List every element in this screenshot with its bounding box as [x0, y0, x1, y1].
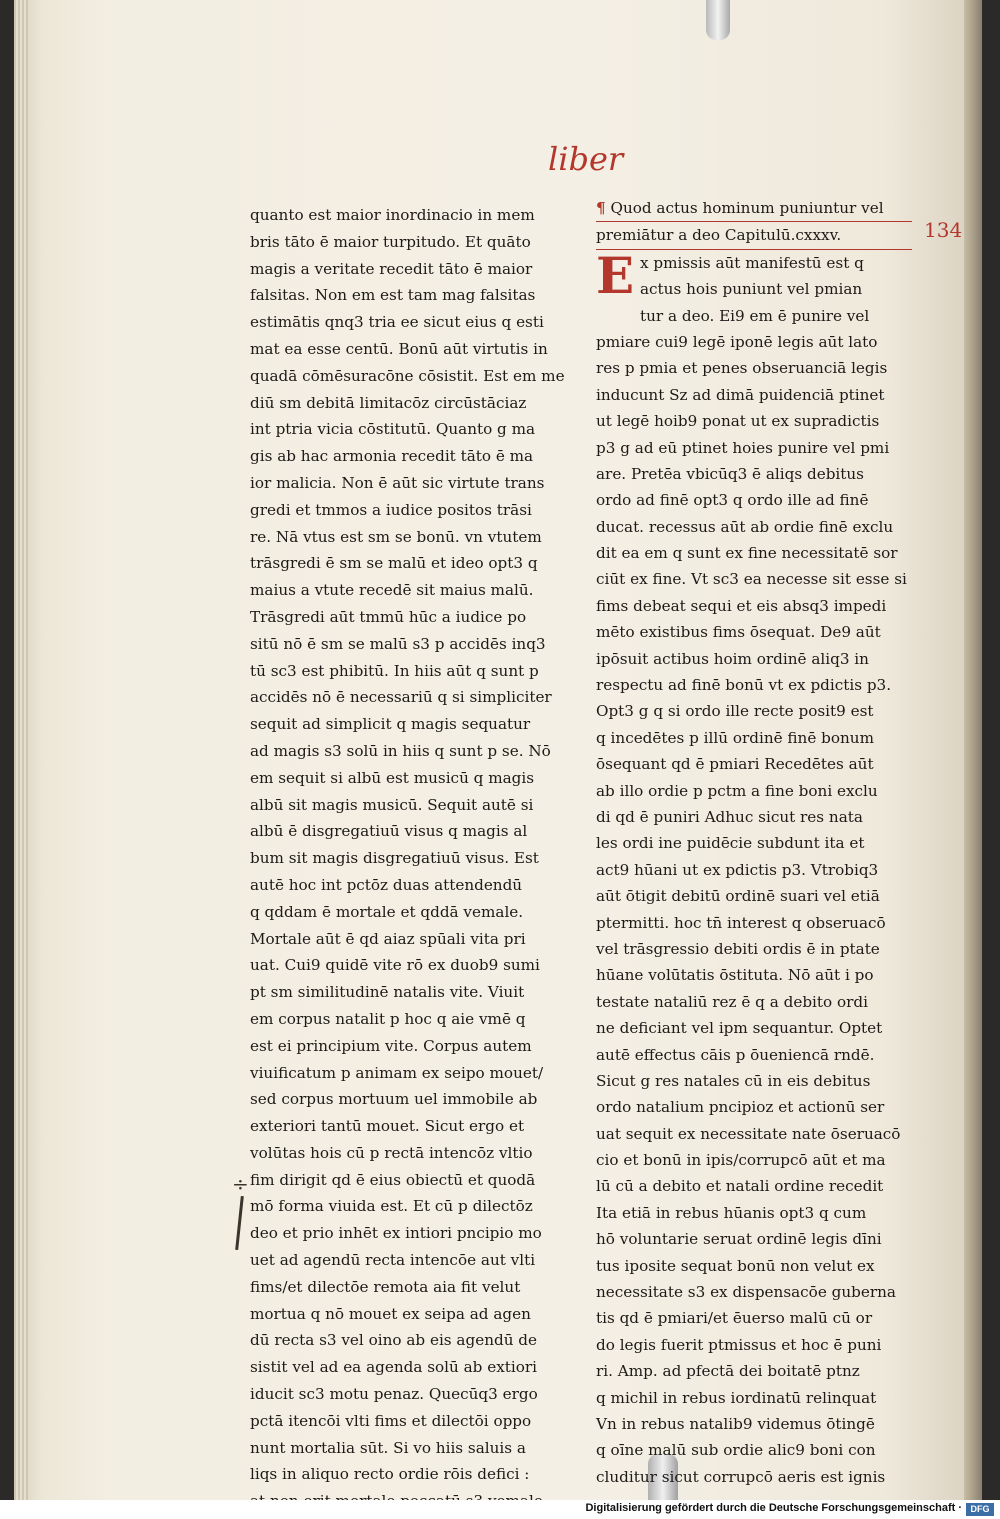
funding-credit: Digitalisierung gefördert durch die Deutsche Forschungsgemeinschaft · [585, 1502, 962, 1514]
text-line: em corpus natalit p hoc q aie vmē q [250, 1009, 526, 1028]
text-line: testate nataliū rez ē q a debito ordi [596, 992, 868, 1011]
text-line: Trāsgredi aūt tmmū hūc a iudice po [250, 607, 527, 626]
text-line: ior malicia. Non ē aūt sic virtute trans [250, 473, 545, 492]
text-line: di qd ē puniri Adhuc sicut res nata [596, 807, 863, 826]
text-line: re. Nā vtus est sm se bonū. vn vtutem [250, 527, 542, 546]
text-line: deo et prio inhēt ex intiori pncipio mo [250, 1224, 542, 1243]
text-line: autē effectus cāis p ōueniencā rndē. [596, 1045, 875, 1064]
text-line: fims/et dilectōe remota aia fit velut [250, 1277, 521, 1296]
text-line: Opt3 g q si ordo ille recte posit9 est [596, 702, 874, 721]
text-line: quadā cōmēsuracōne cōsistit. Est em me [250, 366, 565, 385]
text-line: iducit sc3 motu penaz. Quecūq3 ergo [250, 1385, 538, 1404]
text-line: maius a vtute recedē sit maius malū. [250, 581, 534, 600]
text-line: autē hoc int pctōz duas attendendū [250, 875, 523, 894]
page-stack-edge [14, 0, 28, 1500]
right-text-column [596, 195, 912, 1490]
text-line: res p pmia et penes obseruanciā legis [596, 359, 888, 378]
text-line: actus hois puniunt vel pmian [640, 280, 863, 299]
text-line: pmiare cui9 legē iponē legis aūt lato [596, 332, 878, 351]
text-line: mat ea esse centū. Bonū aūt virtutis in [250, 339, 548, 358]
text-line: em sequit si albū est musicū q magis [250, 768, 535, 787]
text-line: ōsequant qd ē pmiari Recedētes aūt [596, 755, 874, 774]
chapter-rubric-line [596, 195, 912, 222]
text-line: sequit ad simplicit q magis sequatur [250, 715, 531, 734]
text-line: Ita etiā in rebus hūanis opt3 q cum [596, 1203, 867, 1222]
footer-bar [0, 1500, 1000, 1519]
text-line: mortua q nō mouet ex seipa ad agen [250, 1304, 531, 1323]
text-line: sitū nō ē sm se malū s3 p accidēs inq3 [250, 634, 546, 653]
text-line: hō voluntarie seruat ordinē legis dīni [596, 1230, 882, 1249]
text-line: sistit vel ad ea agenda solū ab extiori [250, 1358, 537, 1377]
chapter-lines [596, 245, 912, 1490]
text-line: q qddam ē mortale et qddā vemale. [250, 902, 524, 921]
text-line: q incedētes p illū ordinē finē bonum [596, 728, 874, 747]
text-line: cio et bonū in ipis/corrupcō aūt et ma [596, 1151, 886, 1170]
text-line: q oīne malū sub ordie alic9 boni con [596, 1441, 876, 1460]
text-line: x pmissis aūt manifestū est q [640, 253, 864, 272]
text-line: albū ē disgregatiuū visus q magis al [250, 822, 528, 841]
text-line: tū sc3 est phibitū. In hiis aūt q sunt p [250, 661, 539, 680]
pilcrow-icon: ¶ [596, 199, 606, 217]
text-line: tis qd ē pmiari/et ēuerso malū cū or [596, 1309, 873, 1328]
text-line: tus iposite sequat bonū non velut ex [596, 1256, 875, 1275]
text-line: bris tāto ē maior turpitudo. Et quāto [250, 232, 531, 251]
text-line: ut legē hoib9 ponat ut ex supradictis [596, 412, 880, 431]
gutter-shadow [964, 0, 982, 1500]
text-line: est ei principium vite. Corpus autem [250, 1036, 532, 1055]
text-line: ad magis s3 solū in hiis q sunt p se. Nō [250, 741, 551, 760]
chapter-body [596, 245, 912, 1490]
text-line: are. Pretēa vbicūq3 ē aliqs debitus [596, 464, 864, 483]
text-line: pt sm similitudinē natalis vite. Viuit [250, 983, 525, 1002]
text-line: accidēs nō ē necessariū q si simpliciter [250, 688, 552, 707]
text-line: necessitate s3 ex dispensacōe guberna [596, 1283, 896, 1302]
text-line: bum sit magis disgregatiuū visus. Est [250, 849, 539, 868]
text-line: ipōsuit actibus hoim ordinē aliq3 in [596, 649, 869, 668]
text-line: q michil in rebus iordinatū relinquat [596, 1388, 877, 1407]
margin-annotation-mark: ÷ [232, 1172, 249, 1196]
decorated-initial: E [596, 245, 635, 305]
text-line: cluditur sicut corrupcō aeris est ignis [596, 1467, 886, 1486]
text-line: exteriori tantū mouet. Sicut ergo et [250, 1117, 525, 1136]
left-text-column [250, 202, 565, 1515]
text-line: ordo ad finē opt3 q ordo ille ad finē [596, 491, 869, 510]
text-line: quanto est maior inordinacio in mem [250, 206, 535, 224]
text-line: inducunt Sz ad dimā puidenciā ptinet [596, 385, 885, 404]
text-line: dit ea em q sunt ex fine necessitatē sor [596, 544, 898, 563]
text-line: ri. Amp. ad pfectā dei boitatē ptnz [596, 1362, 860, 1381]
text-line: ptermitti. hoc tn̄ interest q obseruacō [596, 913, 886, 932]
text-line: viuificatum p animam ex seipo mouet/ [250, 1063, 544, 1082]
text-line: aūt ōtigit debitū ordinē suari vel etiā [596, 887, 880, 906]
text-line: respectu ad finē bonū vt ex pdictis p3. [596, 676, 892, 695]
text-line: Vn in rebus natalib9 videmus ōtingē [596, 1414, 875, 1433]
text-line: Sicut g res natales cū in eis debitus [596, 1071, 871, 1090]
text-line: albū sit magis musicū. Sequit autē si [250, 795, 534, 814]
dfg-logo-icon: DFG [966, 1503, 994, 1516]
text-line: pctā itencōi vlti fims et dilectōi oppo [250, 1411, 532, 1430]
text-line: vel trāsgressio debiti ordis ē in ptate [596, 939, 880, 958]
text-line: int ptria vicia cōstitutū. Quanto g ma [250, 420, 536, 439]
text-line: gis ab hac armonia recedit tāto ē ma [250, 447, 534, 466]
text-line: magis a veritate recedit tāto ē maior [250, 259, 533, 278]
text-line: mō forma viuida est. Et cū p dilectōz [250, 1197, 533, 1216]
text-line: ne deficiant vel ipm sequantur. Optet [596, 1019, 883, 1038]
text-line: volūtas hois cū p rectā intencōz vltio [250, 1143, 533, 1162]
text-line: ab illo ordie p pctm a fine boni exclu [596, 781, 878, 800]
text-line: p3 g ad eū ptinet hoies punire vel pmi [596, 438, 890, 457]
text-line: falsitas. Non em est tam mag falsitas [250, 286, 536, 305]
rubric-text: Quod actus hominum puniuntur vel [610, 199, 884, 217]
text-line: estimātis qnq3 tria ee sicut eius q esti [250, 313, 544, 332]
text-line: ordo natalium pncipioz et actionū ser [596, 1098, 885, 1117]
text-line: fim dirigit qd ē eius obiectū et quodā [250, 1170, 536, 1189]
text-line: act9 hūani ut ex pdictis p3. Vtrobiq3 [596, 860, 879, 879]
running-head: liber [548, 140, 624, 178]
text-line: uet ad agendū recta intencōe aut vlti [250, 1251, 536, 1270]
book-clip-top [706, 0, 730, 40]
text-line: nunt mortalia sūt. Si vo hiis saluis a [250, 1438, 526, 1457]
chapter-rubric-line [596, 222, 912, 249]
folio-number: 134 [924, 218, 963, 242]
text-line: Mortale aūt ē qd aiaz spūali vita pri [250, 929, 526, 948]
text-line: fims debeat sequi et eis absq3 impedi [596, 596, 887, 615]
text-line: tur a deo. Ei9 em ē punire vel [640, 306, 870, 325]
text-line: sed corpus mortuum uel immobile ab [250, 1090, 538, 1109]
text-line: uat sequit ex necessitate nate ōseruacō [596, 1124, 901, 1143]
text-line: mēto existibus fims ōsequat. De9 aūt [596, 623, 881, 642]
text-line: trāsgredi ē sm se malū et ideo opt3 q [250, 554, 538, 573]
text-line: diū sm debitā limitacōz circūstāciaz [250, 393, 527, 412]
text-line: ducat. recessus aūt ab ordie finē exclu [596, 517, 894, 536]
text-line: do legis fuerit ptmissus et hoc ē puni [596, 1335, 882, 1354]
text-line: les ordi ine puidēcie subdunt ita et [596, 834, 865, 853]
text-line: dū recta s3 vel oino ab eis agendū de [250, 1331, 538, 1350]
text-line: hūane volūtatis ōstituta. Nō aūt i po [596, 966, 874, 985]
text-line: ciūt ex fine. Vt sc3 ea necesse sit esse si [596, 570, 907, 589]
text-line: uat. Cui9 quidē vite rō ex duob9 sumi [250, 956, 540, 975]
text-line: lū cū a debito et natali ordine recedit [596, 1177, 884, 1196]
rubric-text: premiātur a deo Capitulū.cxxxv. [596, 226, 842, 245]
text-line: liqs in aliquo recto ordie rōis defici : [250, 1465, 530, 1484]
text-line: gredi et tmmos a iudice positos trāsi [250, 500, 532, 519]
